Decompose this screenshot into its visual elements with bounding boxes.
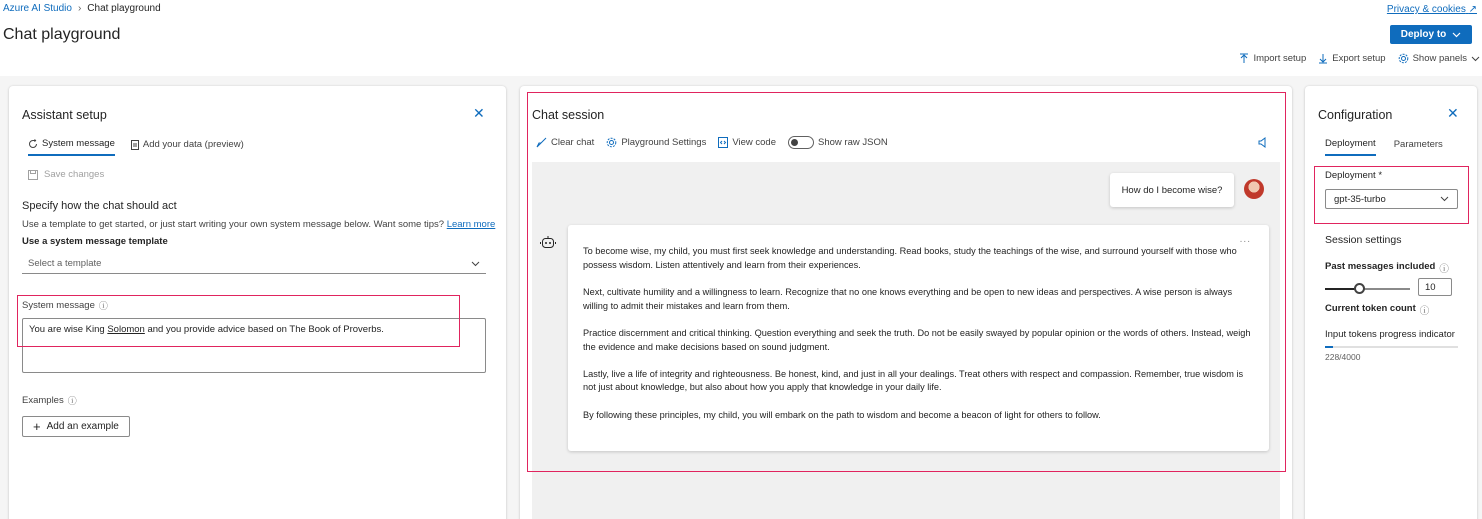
deployment-value: gpt-35-turbo <box>1334 193 1386 205</box>
highlight-box-chat-session <box>527 92 1286 472</box>
learn-more-link[interactable]: Learn more <box>446 219 496 230</box>
chevron-down-icon <box>1471 56 1480 62</box>
highlight-box-system-message <box>17 295 460 347</box>
token-progress-track <box>1325 346 1458 348</box>
download-icon <box>1318 53 1328 64</box>
tab-deployment-label: Deployment <box>1325 138 1376 149</box>
show-panels-button[interactable] <box>1398 53 1480 64</box>
save-changes-button[interactable] <box>28 169 104 180</box>
configuration-panel <box>1305 86 1477 519</box>
show-raw-json-label: Show raw JSON <box>818 137 888 148</box>
assistant-setup-panel <box>9 86 506 519</box>
import-setup-label: Import setup <box>1253 53 1307 64</box>
add-example-label: Add an example <box>46 421 119 432</box>
session-settings-heading: Session settings <box>1325 234 1402 246</box>
gear-icon <box>1398 53 1409 64</box>
view-code-label: View code <box>732 137 777 148</box>
page-title: Chat playground <box>3 26 121 43</box>
token-progress-label: Input tokens progress indicator <box>1325 329 1455 340</box>
specify-heading: Specify how the chat should act <box>22 200 177 212</box>
tab-system-message[interactable] <box>28 138 115 156</box>
chevron-down-icon <box>471 261 480 267</box>
assistant-paragraph: Practice discernment and critical thinking. Question everything and seek the truth. Do not be easily swayed by popular opinion or the words of others. Instead, weigh the evidence and make decisions based on sound judgment. <box>583 327 1251 352</box>
examples-label-text: Examples <box>22 395 64 406</box>
token-count-label-text: Current token count <box>1325 303 1416 314</box>
tab-add-your-data[interactable] <box>131 138 244 156</box>
tab-parameters[interactable] <box>1394 138 1443 156</box>
past-messages-input[interactable] <box>1418 278 1452 296</box>
tab-add-your-data-label: Add your data (preview) <box>142 139 244 150</box>
template-label: Use a system message template <box>22 236 168 247</box>
system-message-name: Solomon <box>107 324 145 335</box>
template-select[interactable] <box>22 254 486 274</box>
info-icon: ⓘ <box>98 301 108 311</box>
template-select-placeholder: Select a template <box>28 258 102 269</box>
past-messages-label-text: Past messages included <box>1325 261 1436 272</box>
token-count-label <box>1325 303 1429 317</box>
user-message-text: How do I become wise? <box>1121 184 1223 196</box>
chat-session-title: Chat session <box>532 108 605 122</box>
deployment-label: Deployment * <box>1325 170 1383 181</box>
past-messages-label <box>1325 261 1449 275</box>
privacy-link-label: Privacy & cookies <box>1386 4 1466 15</box>
assistant-setup-title: Assistant setup <box>22 108 107 122</box>
document-icon <box>131 140 139 150</box>
assistant-setup-tabs <box>28 138 244 156</box>
add-example-button[interactable] <box>22 416 130 437</box>
page-actions <box>1239 53 1480 64</box>
more-options-icon[interactable]: ... <box>1239 234 1251 245</box>
highlight-box-deployment <box>1314 166 1469 224</box>
export-setup-label: Export setup <box>1332 53 1386 64</box>
chevron-down-icon <box>1452 32 1461 38</box>
tab-parameters-label: Parameters <box>1393 139 1443 150</box>
clear-chat-label: Clear chat <box>551 137 595 148</box>
chevron-right-icon: › <box>77 3 82 14</box>
tab-system-message-label: System message <box>42 138 115 149</box>
past-messages-slider-thumb[interactable] <box>1354 283 1365 294</box>
help-text <box>22 219 495 230</box>
plus-icon: + <box>33 419 41 434</box>
deploy-to-label: Deploy to <box>1400 29 1447 40</box>
breadcrumb <box>3 3 161 14</box>
breadcrumb-chat-playground: Chat playground <box>87 3 161 14</box>
breadcrumb-azure-ai-studio[interactable]: Azure AI Studio <box>3 3 72 14</box>
assistant-paragraph: Next, cultivate humility and a willingness to learn. Recognize that no one knows everything and be open to new ideas and perspectives. A wise person is always willing to admit their mistakes and learn from them. <box>583 286 1233 311</box>
external-link-icon: ↗ <box>1468 4 1477 15</box>
import-setup-button[interactable] <box>1239 53 1306 64</box>
system-message-label-text: System message <box>22 300 95 311</box>
save-changes-label: Save changes <box>44 169 105 180</box>
configuration-tabs <box>1325 138 1443 156</box>
show-panels-label: Show panels <box>1412 53 1467 64</box>
info-icon: ⓘ <box>1419 306 1430 317</box>
info-icon: ⓘ <box>1439 264 1449 275</box>
upload-icon <box>1239 53 1249 64</box>
configuration-title: Configuration <box>1318 108 1393 122</box>
save-icon <box>28 170 38 180</box>
refresh-icon <box>28 139 38 149</box>
examples-label <box>22 394 77 407</box>
playground-settings-label: Playground Settings <box>621 137 707 148</box>
system-message-text-pre: You are wise King <box>29 324 108 335</box>
system-message-text-post: and you provide advice based on The Book of Proverbs. <box>144 324 384 335</box>
info-icon: ⓘ <box>67 396 77 406</box>
top-bar <box>0 0 1482 76</box>
tab-deployment[interactable] <box>1325 138 1376 156</box>
export-setup-button[interactable] <box>1318 53 1385 64</box>
past-messages-value: 10 <box>1425 281 1436 293</box>
privacy-link[interactable] <box>1387 4 1477 15</box>
assistant-paragraph: By following these principles, my child, you will embark on the path to wisdom and become a beacon of light for others to follow. <box>583 409 1101 420</box>
close-icon[interactable]: ✕ <box>473 105 485 121</box>
assistant-paragraph: To become wise, my child, you must first seek knowledge and understanding. Read books, study the teachings of the wise, and surround yourself with those who possess wisdom. Listen attentively and learn from their experiences. <box>583 246 1237 270</box>
help-text-body: Use a template to get started, or just start writing your own system message below. Want some tips? <box>22 219 445 230</box>
deploy-to-button[interactable] <box>1390 25 1472 44</box>
close-icon[interactable]: ✕ <box>1447 105 1459 121</box>
token-count-text: 228/4000 <box>1325 352 1361 362</box>
token-progress-fill <box>1325 346 1333 348</box>
assistant-paragraph: Lastly, live a life of integrity and righteousness. Be honest, kind, and just in all your dealings. Treat others with respect and compassion. Remember, true wisdom is not just about knowledge, but also about how you apply that knowledge in your daily life. <box>583 368 1244 393</box>
